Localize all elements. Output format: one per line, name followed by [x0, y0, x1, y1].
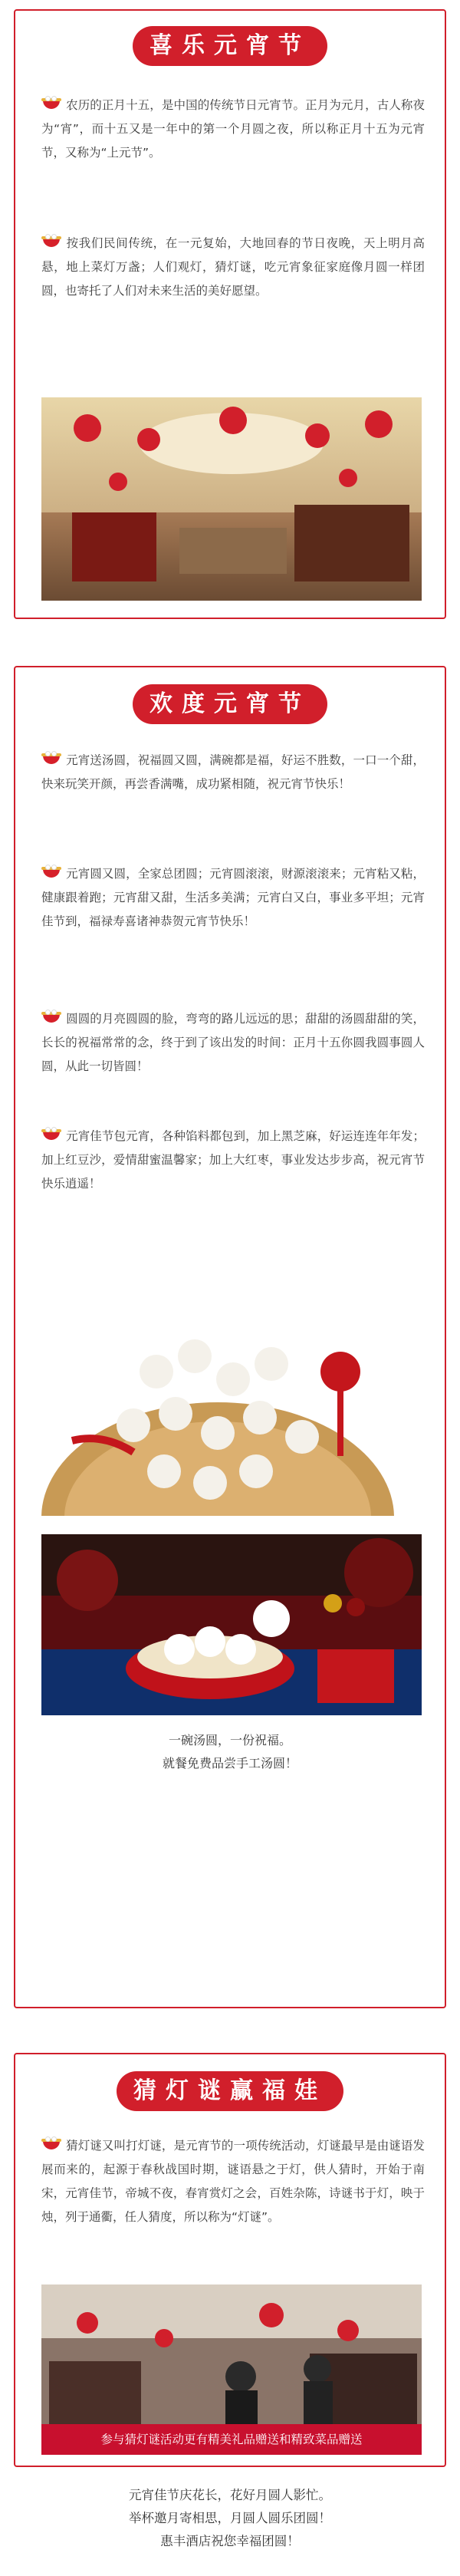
section-title [133, 684, 327, 724]
tangyuan-bowl-icon [41, 2139, 61, 2151]
caption-line: 一碗汤圆，一份祝福。 [168, 1733, 291, 1748]
tangyuan-bowl-icon [41, 1012, 61, 1024]
paragraph-text: 元宵佳节包元宵，各种馅料都包到，加上黑芝麻，好运连连年年发；加上红豆沙，爱情甜蜜温馨家；加上大红枣，事业发达步步高，祝元宵节快乐逍遥！ [41, 1129, 425, 1191]
tangyuan-bowl-photo [41, 1534, 422, 1715]
tangyuan-basket-photo [41, 1326, 422, 1516]
restaurant-lobby-photo [41, 397, 422, 601]
caption [15, 1729, 445, 1775]
paragraph-text: 圆圆的月亮圆圆的脸，弯弯的路儿远远的思；甜甜的汤圆甜甜的笑，长长的祝福常常的念，终于到了该出发的时间：正月十五你圆我圆事圆人圆，从此一切皆圆！ [41, 1012, 425, 1073]
paragraph [41, 232, 425, 303]
paragraph [41, 862, 425, 934]
paragraph [41, 749, 425, 796]
riddle-banner: 参与猜灯谜活动更有精美礼品赠送和精致菜品赠送 [41, 2424, 422, 2455]
section-title [117, 2071, 343, 2111]
paragraph [41, 94, 425, 165]
section-festival-intro [14, 9, 446, 619]
paragraph-text: 元宵送汤圆，祝福圆又圆，满碗都是福，好运不胜数，一口一个甜，快来玩笑开颜，再尝香满嘴，成功紧相随，祝元宵节快乐！ [41, 753, 425, 791]
paragraph-text: 按我们民间传统，在一元复始，大地回春的节日夜晚，天上明月高悬，地上菜灯万盏；人们观灯，猜灯谜，吃元宵象征家庭像月圆一样团圆，也寄托了人们对未来生活的美好愿望。 [41, 236, 425, 298]
section-title-text: 猜灯谜赢福娃 [133, 2077, 327, 2104]
footer-line: 惠丰酒店祝您幸福团圆！ [160, 2534, 300, 2548]
paragraph-text: 元宵圆又圆，全家总团圆；元宵圆滚滚，财源滚滚来；元宵粘又粘，健康跟着跑；元宵甜又甜，生活多美满；元宵白又白，事业多平坦；元宵佳节到，福禄寿喜诸神恭贺元宵节快乐！ [41, 867, 425, 928]
paragraph [41, 2134, 425, 2229]
paragraph-text: 猜灯谜又叫打灯谜，是元宵节的一项传统活动，灯谜最早是由谜语发展而来的，起源于春秋战国时期，谜语悬之于灯，供人猜时，开始于南宋，元宵佳节，帝城不夜，春宵赏灯之会，百姓杂陈，诗谜书于灯，映于烛，列于通衢，任人猜度，所以称为“灯谜”。 [41, 2139, 425, 2224]
section-title [133, 26, 327, 66]
section-title-text: 欢度元宵节 [150, 690, 310, 717]
section-lantern-riddles [14, 2053, 446, 2467]
tangyuan-bowl-icon [41, 1129, 61, 1141]
tangyuan-bowl-icon [41, 753, 61, 766]
paragraph-text: 农历的正月十五，是中国的传统节日元宵节。正月为元月，古人称夜为“宵”，而十五又是一年中的第一个月圆之夜，所以称正月十五为元宵节，又称为“上元节”。 [41, 98, 425, 160]
footer-line: 举杯邀月寄相思，月圆人圆乐团圆！ [129, 2511, 331, 2525]
tangyuan-bowl-icon [41, 236, 61, 249]
paragraph [41, 1007, 425, 1079]
tangyuan-bowl-icon [41, 867, 61, 879]
footer-line: 元宵佳节庆花长，花好月圆人影忙。 [129, 2488, 331, 2502]
section-celebrate [14, 666, 446, 2008]
section-title-text: 喜乐元宵节 [150, 32, 310, 59]
riddle-activity-photo [41, 2284, 422, 2455]
tangyuan-bowl-icon [41, 98, 61, 110]
caption-line: 就餐免费品尝手工汤圆！ [162, 1756, 297, 1771]
footer-message [0, 2484, 460, 2553]
paragraph [41, 1125, 425, 1196]
